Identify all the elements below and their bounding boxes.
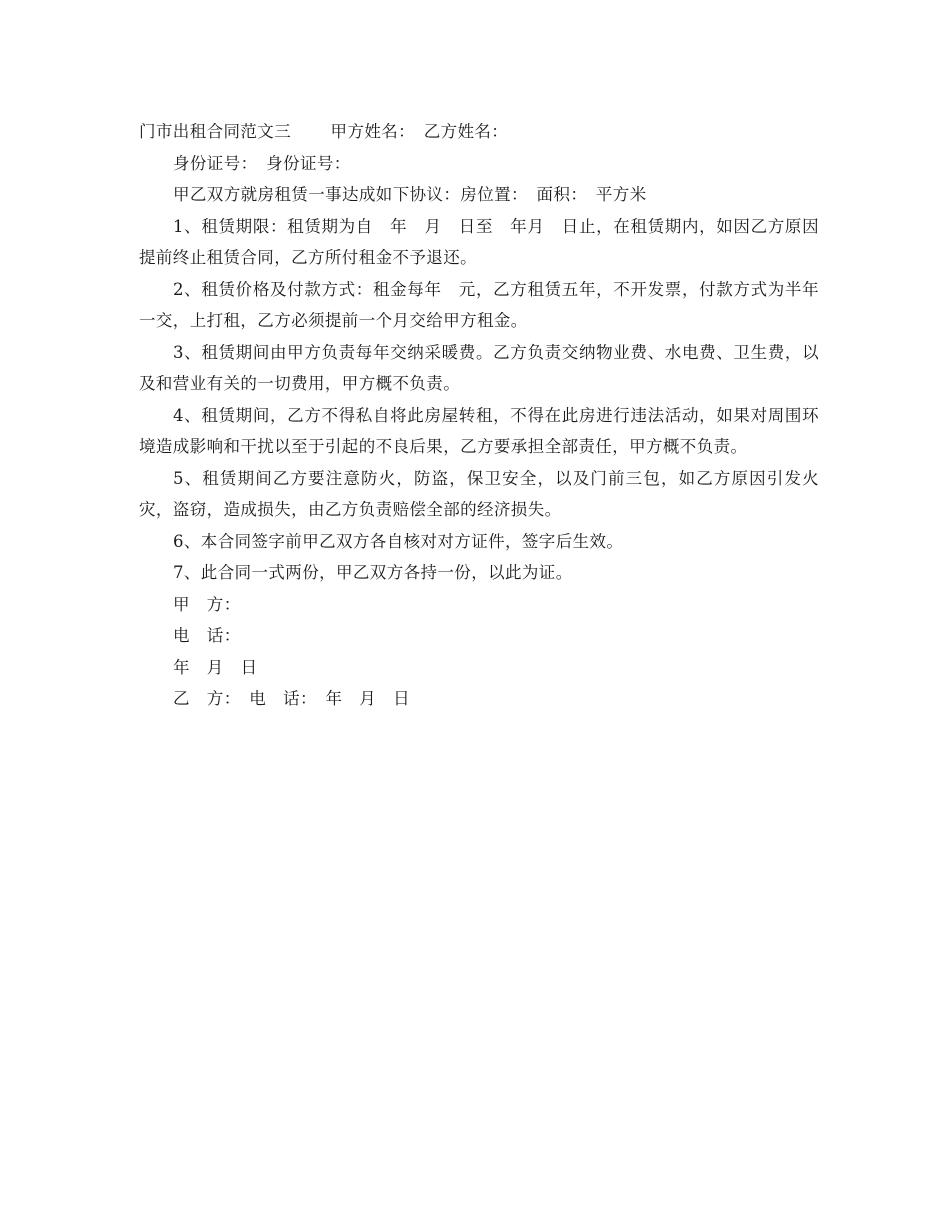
clause-5: 5、租赁期间乙方要注意防火，防盗，保卫安全，以及门前三包，如乙方原因引发火灾，盗窃，造成损失，由乙方负责赔偿全部的经济损失。 xyxy=(139,468,819,519)
signature-phone-a: 电 话： xyxy=(173,626,241,645)
clause-6: 6、本合同签字前甲乙双方各自核对对方证件，签字后生效。 xyxy=(173,531,624,551)
clause-4: 4、租赁期间，乙方不得私自将此房屋转租，不得在此房进行违法活动，如果对周围环境造成影响和干扰以至于引起的不良后果，乙方要承担全部责任，甲方概不负责。 xyxy=(139,405,819,456)
clause-3: 3、租赁期间由甲方负责每年交纳采暖费。乙方负责交纳物业费、水电费、卫生费，以及和营业有关的一切费用，甲方概不负责。 xyxy=(139,342,819,393)
clause-2: 2、租赁价格及付款方式：租金每年 元，乙方租赁五年，不开发票，付款方式为半年一交，上打租，乙方必须提前一个月交给甲方租金。 xyxy=(139,279,819,330)
signature-party-a: 甲 方： xyxy=(173,594,241,614)
agreement-line: 甲乙双方就房租赁一事达成如下协议：房位置： 面积： 平方米 xyxy=(173,185,647,204)
signature-date-a: 年 月 日 xyxy=(173,657,258,677)
clause-1: 1、租赁期限：租赁期为自 年 月 日至 年月 日止，在租赁期内，如因乙方原因提前终止租赁合同，乙方所付租金不予退还。 xyxy=(139,216,819,267)
signature-party-b-line: 乙 方： 电 话： 年 月 日 xyxy=(173,689,410,708)
id-number-line: 身份证号： 身份证号： xyxy=(173,153,351,173)
contract-body xyxy=(139,116,819,715)
contract-title-line: 门市出租合同范文三 甲方姓名： 乙方姓名： xyxy=(139,122,509,141)
clause-7: 7、此合同一式两份，甲乙双方各持一份，以此为证。 xyxy=(173,563,573,582)
